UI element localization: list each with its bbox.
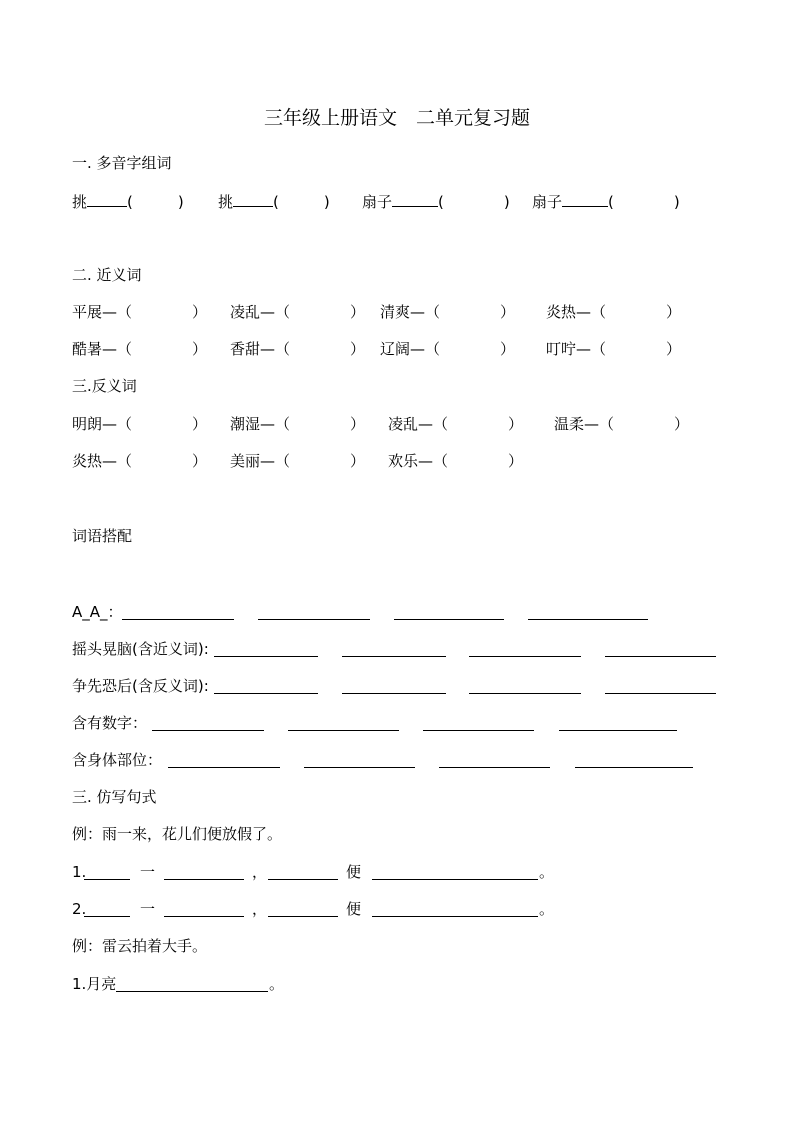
answer-blank[interactable]: [214, 656, 318, 657]
polyphone-item: [532, 191, 680, 212]
connector-yi: 一: [140, 900, 156, 918]
synonym-item[interactable]: 辽阔—（ ）: [380, 340, 516, 358]
answer-blank[interactable]: [288, 730, 399, 731]
section-collocation-heading: 词语搭配: [72, 527, 133, 545]
answer-blank[interactable]: [394, 619, 504, 620]
synonym-item[interactable]: 酷暑—（ ）: [72, 340, 208, 358]
period: 。: [539, 863, 555, 881]
question-number: 2.: [72, 900, 87, 918]
comma: ，: [252, 863, 268, 881]
answer-blank[interactable]: [605, 693, 716, 694]
example-sentence-2: 例：雷云拍着大手。: [72, 937, 208, 955]
answer-blank[interactable]: [87, 191, 127, 207]
answer-blank[interactable]: [214, 693, 318, 694]
answer-blank[interactable]: [342, 693, 446, 694]
polyphone-item: [362, 191, 510, 212]
antonym-item[interactable]: 欢乐—（ ）: [388, 452, 524, 470]
antonym-row-2: [72, 451, 712, 473]
answer-blank[interactable]: [164, 916, 244, 917]
synonym-item[interactable]: 凌乱—（ ）: [230, 303, 366, 321]
polyphone-char: 扇子: [362, 193, 393, 211]
polyphone-row: [72, 191, 712, 213]
answer-blank[interactable]: [392, 191, 438, 207]
synonym-item[interactable]: 清爽—（ ）: [380, 303, 516, 321]
collocation-label: A_A_：: [72, 603, 123, 621]
answer-blank[interactable]: [469, 656, 581, 657]
collocation-row-aa: [72, 602, 722, 624]
answer-blank[interactable]: [268, 916, 338, 917]
pinyin-parens[interactable]: ( ): [127, 193, 184, 211]
example-sentence-1: 例：雨一来，花儿们便放假了。: [72, 825, 283, 843]
answer-blank[interactable]: [575, 767, 693, 768]
section-antonym-heading: 三.反义词: [72, 377, 137, 395]
answer-blank[interactable]: [439, 767, 550, 768]
answer-blank[interactable]: [122, 619, 234, 620]
antonym-item[interactable]: 明朗—（ ）: [72, 415, 208, 433]
polyphone-char: 扇子: [532, 193, 563, 211]
comma: ，: [252, 900, 268, 918]
period: 。: [269, 975, 285, 993]
period: 。: [539, 900, 555, 918]
synonym-item[interactable]: 香甜—（ ）: [230, 340, 366, 358]
imitation-question-3: [72, 974, 372, 996]
collocation-label: 含身体部位：: [72, 751, 163, 769]
polyphone-item: [218, 191, 330, 212]
answer-blank[interactable]: [372, 916, 538, 917]
pinyin-parens[interactable]: ( ): [608, 193, 680, 211]
antonym-item[interactable]: 凌乱—（ ）: [388, 415, 524, 433]
answer-blank[interactable]: [342, 656, 446, 657]
connector-bian: 便: [346, 863, 362, 881]
antonym-item[interactable]: 美丽—（ ）: [230, 452, 366, 470]
connector-yi: 一: [140, 863, 156, 881]
imitation-question-2: [72, 899, 572, 921]
answer-blank[interactable]: [164, 879, 244, 880]
collocation-label: 摇头晃脑(含近义词):: [72, 640, 209, 658]
question-number: 1.: [72, 863, 87, 881]
antonym-item[interactable]: 炎热—（ ）: [72, 452, 208, 470]
answer-blank[interactable]: [559, 730, 677, 731]
answer-blank[interactable]: [304, 767, 415, 768]
answer-blank[interactable]: [423, 730, 534, 731]
synonym-item[interactable]: 叮咛—（ ）: [546, 340, 682, 358]
answer-blank[interactable]: [258, 619, 370, 620]
section-imitation-heading: 三. 仿写句式: [72, 788, 157, 806]
collocation-label: 争先恐后(含反义词):: [72, 677, 209, 695]
polyphone-item: [72, 191, 184, 212]
connector-bian: 便: [346, 900, 362, 918]
collocation-row-number: [72, 713, 722, 735]
answer-blank[interactable]: [605, 656, 716, 657]
answer-blank[interactable]: [233, 191, 273, 207]
imitation-question-1: [72, 862, 572, 884]
answer-blank[interactable]: [152, 730, 264, 731]
collocation-row-synonym: [72, 639, 722, 661]
section-polyphone-heading: 一. 多音字组词: [72, 154, 172, 172]
antonym-item[interactable]: 温柔—（ ）: [554, 415, 690, 433]
answer-blank[interactable]: [116, 991, 268, 992]
answer-blank[interactable]: [84, 879, 130, 880]
answer-blank[interactable]: [168, 767, 280, 768]
collocation-row-body: [72, 750, 722, 772]
answer-blank[interactable]: [562, 191, 608, 207]
synonym-row-1: [72, 302, 712, 324]
collocation-row-antonym: [72, 676, 722, 698]
antonym-row-1: [72, 414, 712, 436]
question-prefix: 1.月亮: [72, 975, 117, 993]
polyphone-char: 挑: [218, 193, 234, 211]
synonym-item[interactable]: 炎热—（ ）: [546, 303, 682, 321]
synonym-row-2: [72, 339, 712, 361]
pinyin-parens[interactable]: ( ): [273, 193, 330, 211]
polyphone-char: 挑: [72, 193, 88, 211]
antonym-item[interactable]: 潮湿—（ ）: [230, 415, 366, 433]
answer-blank[interactable]: [268, 879, 338, 880]
page-title: 三年级上册语文 二单元复习题: [263, 107, 530, 129]
answer-blank[interactable]: [84, 916, 130, 917]
answer-blank[interactable]: [372, 879, 538, 880]
synonym-item[interactable]: 平展—（ ）: [72, 303, 208, 321]
answer-blank[interactable]: [528, 619, 648, 620]
section-synonym-heading: 二. 近义词: [72, 266, 142, 284]
collocation-label: 含有数字：: [72, 714, 148, 732]
pinyin-parens[interactable]: ( ): [438, 193, 510, 211]
answer-blank[interactable]: [469, 693, 581, 694]
